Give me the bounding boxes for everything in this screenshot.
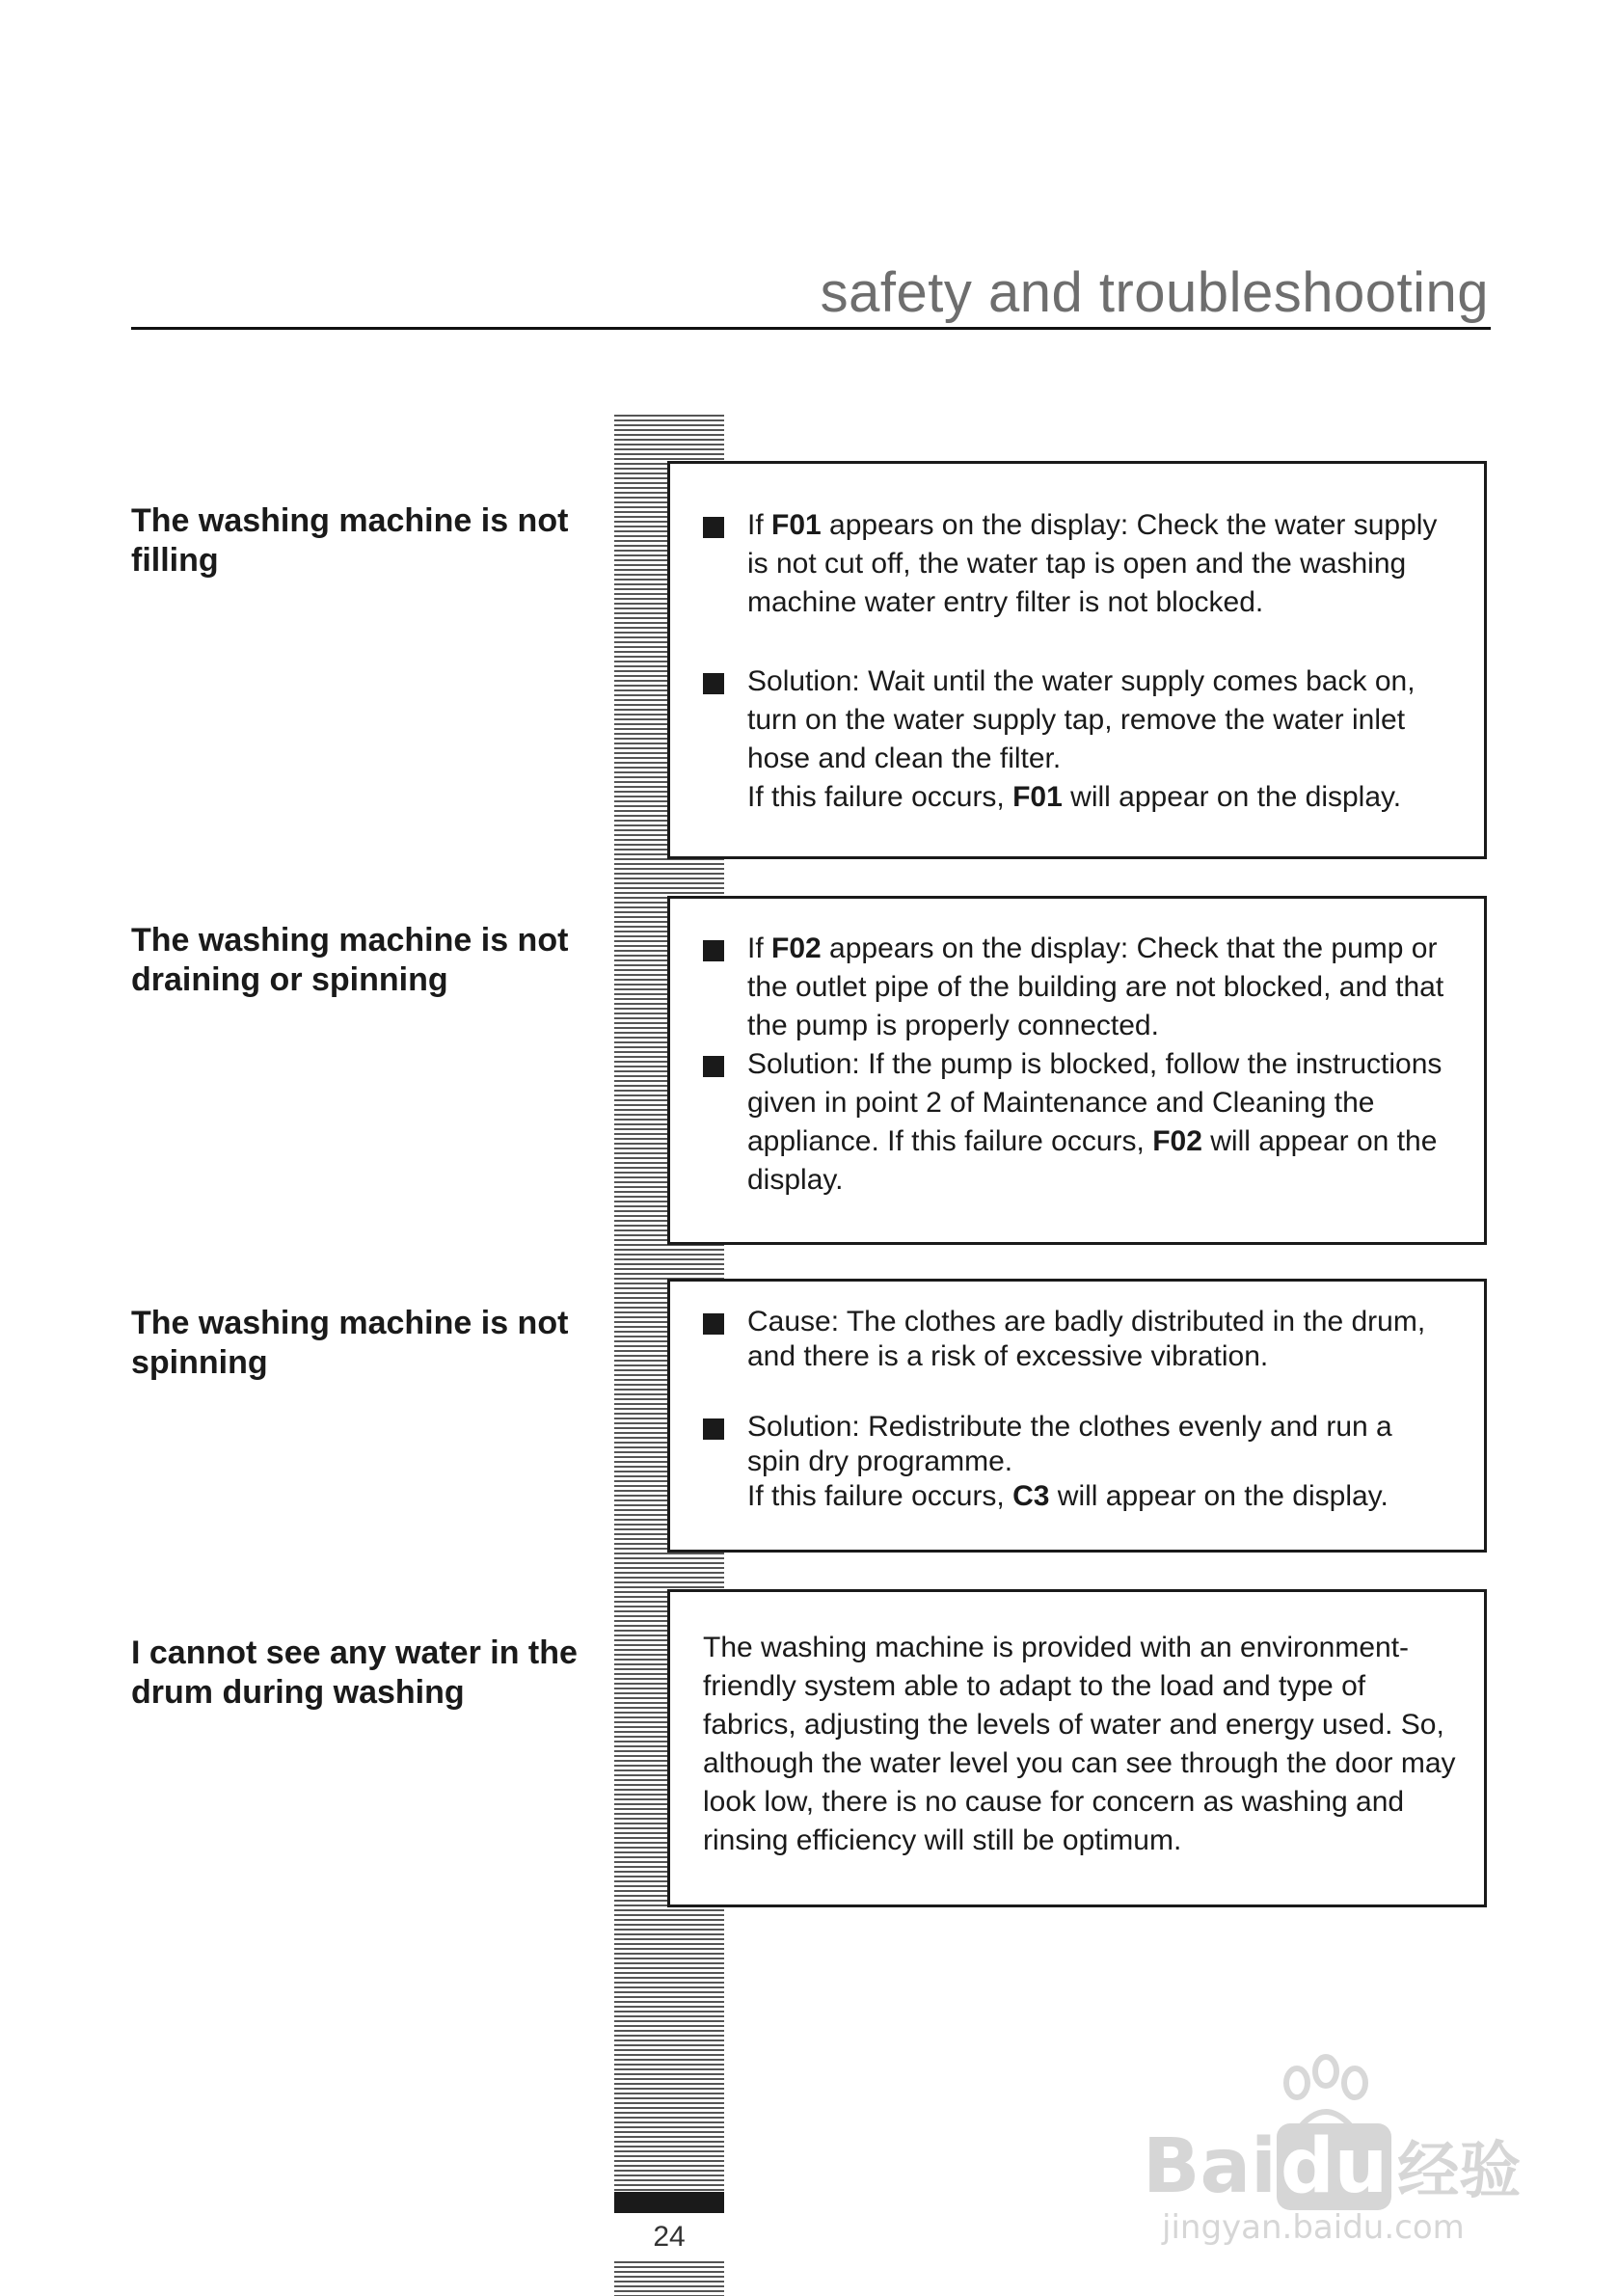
bullet-item: Cause: The clothes are badly distributed in the drum, and there is a risk of excessive vibration. [703,1305,1449,1374]
bullet-item: Solution: Redistribute the clothes evenly and run a spin dry programme. If this failure occurs, C3 will appear on the display. [703,1410,1449,1514]
bullet-square-icon [703,1313,724,1335]
error-code: F02 [1152,1125,1202,1157]
issue-title-no-water-visible: I cannot see any water in the drum during washing [131,1634,578,1711]
bullet-item: If F02 appears on the display: Check that the pump or the outlet pipe of the building are not blocked, and that the pump is properly connected. [703,930,1449,1045]
issue-title-not-filling: The washing machine is not filling [131,502,569,579]
error-code: F01 [1012,781,1063,813]
error-code: C3 [1012,1480,1050,1512]
watermark-url: jingyan.baidu.com [1162,2208,1465,2247]
error-code: F01 [771,509,822,541]
bullet-square-icon [703,1056,724,1077]
issue-title-not-draining: The washing machine is not draining or spinning [131,922,569,998]
solution-box-not-draining [667,896,1487,1245]
watermark-cn: 经验 [1397,2136,1522,2207]
bullet-item: If F01 appears on the display: Check the water supply is not cut off, the water tap is open and the washing machine water entry filter is not blocked. [703,506,1449,622]
solution-box-not-spinning [667,1279,1487,1553]
baidu-watermark [1143,2054,1528,2247]
page-section-title: safety and troubleshooting [820,261,1489,324]
bullet-item: Solution: Wait until the water supply comes back on, turn on the water supply tap, remove the water inlet hose and clean the filter. If this failure occurs, F01 will appear on the display. [703,662,1449,817]
info-box-no-water-visible [667,1589,1487,1907]
issue-title-not-spinning: The washing machine is not spinning [131,1305,569,1381]
bullet-item: Solution: If the pump is blocked, follow the instructions given in point 2 of Maintenance and Cleaning the appliance. If this failure occurs, F02 will appear on the display. [703,1045,1449,1200]
watermark-brand-du: du [1277,2123,1391,2210]
page-number-bar [614,2192,724,2213]
bullet-square-icon [703,673,724,694]
info-paragraph: The washing machine is provided with an environment-friendly system able to adapt to the load and type of fabrics, adjusting the levels of water and energy used. So, although the water level you can see through the door may look low, there is no cause for concern as washing and rinsing efficiency will still be optimum. [703,1632,1456,1856]
solution-box-not-filling [667,461,1487,859]
bullet-square-icon [703,1418,724,1440]
watermark-brand: Bai [1143,2123,1277,2210]
bullet-square-icon [703,517,724,538]
error-code: F02 [771,932,822,964]
header-divider [131,327,1491,330]
page-number: 24 [614,2213,724,2261]
bullet-square-icon [703,940,724,961]
